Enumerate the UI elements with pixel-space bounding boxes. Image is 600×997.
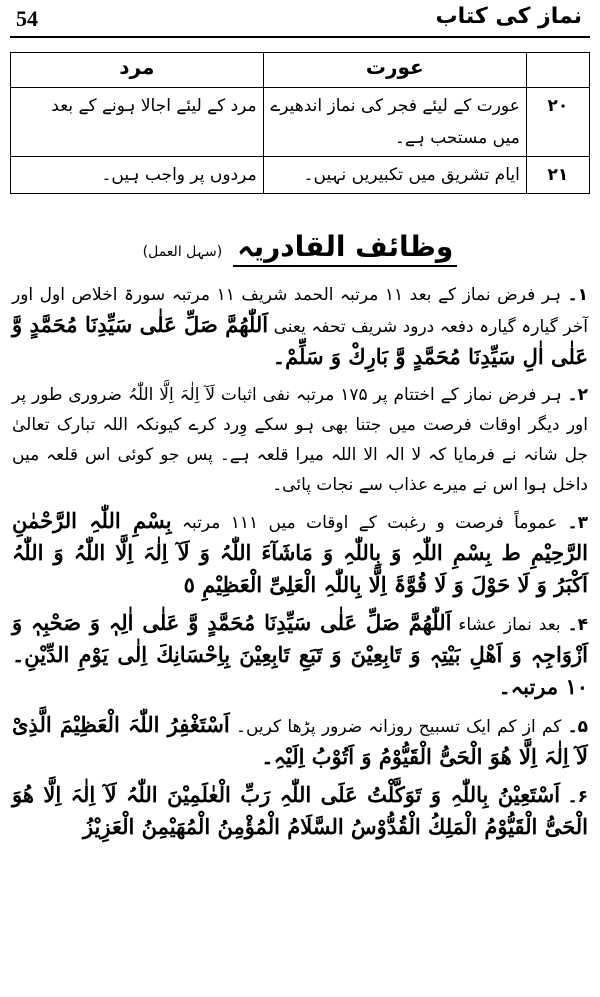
table-row <box>11 88 590 157</box>
running-title: نماز کی کتاب <box>435 4 582 29</box>
paragraph-3 <box>12 506 588 602</box>
row-number: ۲۰ <box>526 88 589 157</box>
page-number: 54 <box>16 6 38 31</box>
paragraph-4 <box>12 608 588 704</box>
table-header-num <box>526 53 589 88</box>
body-text <box>12 280 588 850</box>
paragraph-2 <box>12 380 588 500</box>
arabic-text: اَللّٰھُمَّ صَلِّ عَلٰی سَیِّدِنَا مُحَمَّدٍ وَّ عَلٰی اٰلِہٖ وَ صَحْبِہٖ وَ اَزْوَاجِہٖ وَ اَھْلِ بَیْتِہٖ وَ تَابِعِیْنَ وَ تَبَعِ تَابِعِیْنَ بِاِحْسَانِكَ اِلٰی یَوْمِ الدِّیْنِ۔ ۱۰ مرتبہ۔ <box>12 610 588 699</box>
paragraph-number: ۴۔ <box>567 615 588 635</box>
paragraph-number: ۲۔ <box>567 385 588 405</box>
comparison-table <box>10 52 590 194</box>
header-rule <box>10 36 590 38</box>
paragraph-number: ۵۔ <box>567 717 589 737</box>
paragraph-number: ۶۔ <box>567 787 588 807</box>
arabic-text: اَللّٰھُمَّ صَلِّ عَلٰی سَیِّدِنَا مُحَمَّدٍ وَّ عَلٰی اٰلِ سَیِّدِنَا مُحَمَّدٍ وَّ بَارِكْ وَ سَلِّمْ۔ <box>12 312 588 369</box>
paragraph-text: ہر فرض نماز کے اختتام پر ۱۷۵ مرتبہ نفی اثبات لَآ اِلٰہَ اِلَّا اللّٰہُ ضروری طور پر اور دیگر اوقات فرصت میں جتنا بھی ہو سکے وِرد کرے کیونکہ اللہ تبارک تعالیٰ جل شانہ نے فرمایا کہ لا الہ الا اللہ میرا قلعہ ہے۔ پس جو کوئی اس قلعہ میں داخل ہوا اس نے میرے عذاب سے نجات پائی۔ <box>12 385 588 495</box>
paragraph-6 <box>12 780 588 844</box>
paragraph-text: ہر فرض نماز کے بعد ۱۱ مرتبہ الحمد شریف ۱۱ مرتبہ سورۃ اخلاص اول اور آخر گیارہ گیارہ دفعہ درود شریف تحفہ یعنی <box>12 285 588 337</box>
section-heading <box>10 230 590 267</box>
table-header-men: مرد <box>11 53 264 88</box>
page-header <box>10 4 590 38</box>
table-row <box>11 157 590 194</box>
women-cell: ایام تشریق میں تکبیریں نہیں۔ <box>263 157 526 194</box>
table-header-row <box>11 53 590 88</box>
section-title: وظائف القادریہ <box>233 230 457 267</box>
paragraph-1 <box>12 280 588 374</box>
women-cell: عورت کے لیئے فجر کی نماز اندھیرے میں مستحب ہے۔ <box>263 88 526 157</box>
arabic-text: اَسْتَغْفِرُ اللّٰہَ الْعَظِیْمَ الَّذِیْ لَآ اِلٰہَ اِلَّا ھُوَ الْحَیُّ الْقَیُّوْمُ وَ اَتُوْبُ اِلَیْہِ۔ <box>12 712 588 769</box>
paragraph-number: ۳۔ <box>567 513 588 533</box>
arabic-text: اَسْتَعِیْنُ بِاللّٰہِ وَ تَوَکَّلْتُ عَلَی اللّٰہِ رَبِّ الْعٰلَمِیْنَ اللّٰہُ لَآ اِلٰہَ اِلَّا ھُوَ الْحَیُّ الْقَیُّوْمُ الْمَلِكُ الْقُدُّوْسُ السَّلَامُ الْمُؤْمِنُ الْمُھَیْمِنُ الْعَزِیْزُ <box>12 782 588 839</box>
section-subtitle: (سہل العمل) <box>142 244 223 260</box>
paragraph-text: کم از کم ایک تسبیح روزانہ ضرور پڑھا کریں۔ <box>236 717 562 737</box>
paragraph-text: عموماً فرصت و رغبت کے اوقات میں ۱۱۱ مرتبہ <box>182 513 558 533</box>
table-header-women: عورت <box>263 53 526 88</box>
paragraph-number: ۱۔ <box>567 285 588 305</box>
men-cell: مرد کے لیئے اجالا ہونے کے بعد <box>11 88 264 157</box>
men-cell: مردوں پر واجب ہیں۔ <box>11 157 264 194</box>
paragraph-5 <box>12 710 588 774</box>
arabic-text: بِسْمِ اللّٰہِ الرَّحْمٰنِ الرَّحِیْمِ ط بِسْمِ اللّٰہِ وَ بِاللّٰہِ وَ مَاشَآءَ اللّٰہُ وَ لَآ اِلٰہَ اِلَّا اللّٰہُ وَ اللّٰہُ اَکْبَرُ وَ لَا حَوْلَ وَ لَا قُوَّۃَ اِلَّا بِاللّٰہِ الْعَلِیِّ الْعَظِیْمِ ٥ <box>12 508 588 597</box>
row-number: ۲۱ <box>526 157 589 194</box>
paragraph-text: بعد نماز عشاء <box>458 615 561 635</box>
